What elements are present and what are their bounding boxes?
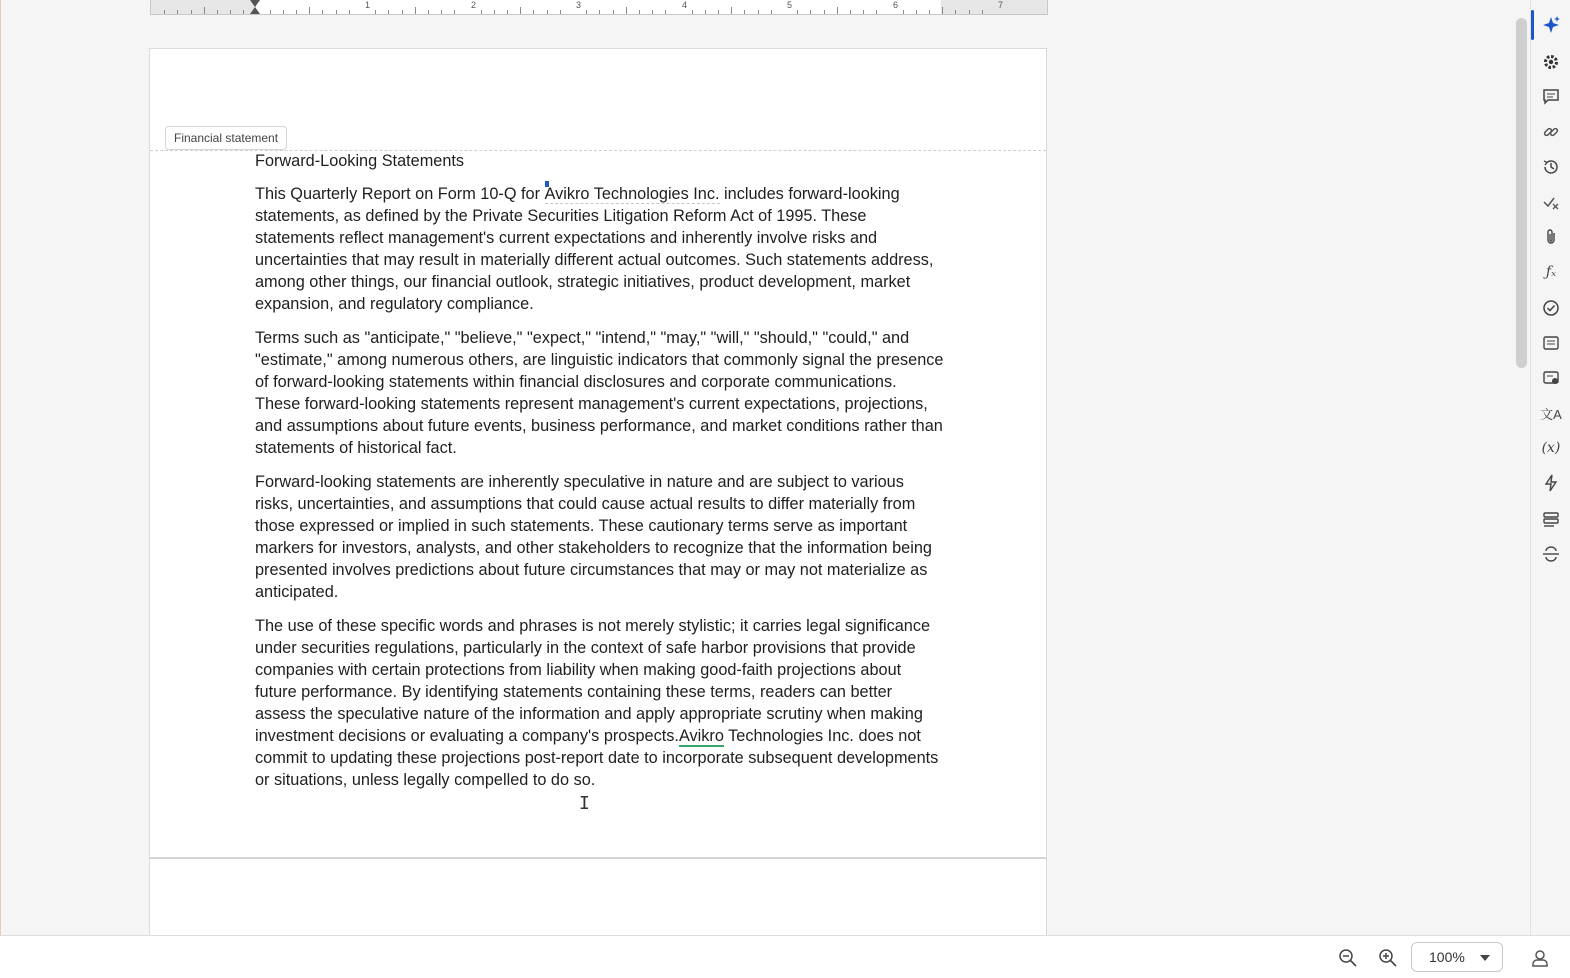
ruler-tick [520, 7, 521, 14]
translate-icon[interactable]: 文A [1540, 406, 1562, 422]
document-heading[interactable]: Forward-Looking Statements [255, 152, 465, 170]
review-icon[interactable] [1539, 366, 1563, 390]
ruler-tick [454, 10, 455, 14]
link-icon[interactable] [1539, 120, 1563, 144]
ruler-tick [428, 10, 429, 14]
ruler-tick [191, 10, 192, 14]
ruler-tick [810, 10, 811, 14]
document-body[interactable] [255, 151, 945, 803]
ruler-tick [230, 10, 231, 14]
ruler-tick [929, 10, 930, 14]
ruler-tick [441, 10, 442, 14]
zoom-value: 100% [1429, 949, 1465, 965]
section-tag[interactable]: Financial statement [165, 126, 287, 150]
chevron-down-icon [1480, 955, 1490, 961]
ruler-tick [876, 10, 877, 14]
ruler-tick [652, 10, 653, 14]
ruler-tick [349, 10, 350, 14]
ruler-tick [705, 10, 706, 14]
spellcheck-flagged-word[interactable]: Avikro [678, 727, 724, 745]
ruler-tick [204, 7, 205, 14]
ruler-tick [916, 10, 917, 14]
active-indicator [1531, 10, 1534, 40]
ruler-tick [547, 10, 548, 14]
ruler-tick [309, 7, 310, 14]
table-rows-icon[interactable] [1539, 507, 1563, 531]
window-edge [0, 0, 1, 935]
lightning-icon[interactable] [1539, 471, 1563, 495]
page-break-icon[interactable] [1539, 542, 1563, 566]
variables-icon[interactable]: (x) [1541, 440, 1561, 456]
ruler-tick [692, 10, 693, 14]
zoom-select[interactable] [1411, 942, 1503, 972]
horizontal-ruler[interactable] [150, 0, 1048, 15]
attachment-icon[interactable] [1539, 225, 1563, 249]
zoom-out-icon[interactable] [1336, 946, 1360, 970]
ruler-tick [771, 10, 772, 14]
ruler-number: 1 [365, 0, 371, 10]
ruler-number: 7 [998, 0, 1004, 10]
status-bar [0, 935, 1570, 978]
ai-sparkle-icon[interactable] [1539, 13, 1563, 37]
left-indent-handle[interactable] [250, 7, 260, 14]
history-icon[interactable] [1539, 155, 1563, 179]
ruler-tick [586, 10, 587, 14]
text-cursor-icon: I [579, 793, 590, 814]
ruler-tick [270, 10, 271, 14]
paragraph-text: The use of these specific words and phrases is not merely stylistic; it carries legal significance under securities regulations, particularly in the context of safe harbor provisions that provide companies with certain protections from liability when making good-faith projections about future performance. By identifying statements containing these terms, readers can better assess the speculative nature of the information and apply appropriate scrutiny when making investment decisions or evaluating a company's prospects. [255, 617, 931, 745]
ruler-tick [718, 10, 719, 14]
check-circle-icon[interactable] [1539, 296, 1563, 320]
ruler-number: 6 [893, 0, 899, 10]
paragraph-3[interactable]: Forward-looking statements are inherently speculative in nature and are subject to various risks, uncertainties, and assumptions that could cause actual results to differ materially from those expressed or implied in such statements. These cautionary terms serve as important markers for investors, analysts, and other stakeholders to recognize that the information being presented involves predictions about future circumstances that may or may not materialize as anticipated. [255, 473, 932, 601]
ruler-right-margin [941, 0, 1047, 14]
ruler-tick [336, 10, 337, 14]
zoom-in-icon[interactable] [1376, 946, 1400, 970]
right-sidebar [1530, 0, 1570, 935]
paragraph-2[interactable]: Terms such as "anticipate," "believe," "expect," "intend," "may," "will," "should," "could," and "estimate," among numerous others, are linguistic indicators that commonly signal the presence of forward-looking statements within financial disclosures and corporate communications. These forward-looking statements represent management's current expectations, projections, and assumptions about future events, business performance, and market conditions rather than statements of historical fact. [255, 329, 944, 457]
ruler-tick [758, 10, 759, 14]
ruler-tick [481, 10, 482, 14]
paragraph-text: This Quarterly Report on Form 10-Q for [255, 185, 545, 203]
paragraph-1[interactable] [255, 183, 945, 315]
ruler-number: 4 [682, 0, 688, 10]
ruler-tick [164, 10, 165, 14]
ruler-tick [665, 10, 666, 14]
ruler-tick [903, 10, 904, 14]
ruler-tick [744, 10, 745, 14]
ruler-tick [322, 10, 323, 14]
function-icon[interactable]: ƒₓ [1545, 264, 1557, 280]
ruler-tick [599, 10, 600, 14]
ruler-tick [942, 7, 943, 14]
ruler-tick [797, 10, 798, 14]
ruler-tick [375, 10, 376, 14]
ruler-tick [613, 10, 614, 14]
paragraph-text: includes forward-looking statements, as defined by the Private Securities Litigation Reform Act of 1995. These statements reflect management's current expectations and inherently involve risks and uncertainties that may result in materially different actual outcomes. Such statements address, among other things, our financial outlook, strategic initiatives, product development, market expansion, and regulatory compliance. [255, 185, 934, 313]
vertical-scrollbar[interactable] [1516, 18, 1527, 368]
ruler-tick [388, 10, 389, 14]
ruler-tick [217, 10, 218, 14]
ruler-tick [494, 10, 495, 14]
ruler-tick [560, 10, 561, 14]
document-page[interactable] [149, 48, 1047, 858]
ruler-tick [837, 7, 838, 14]
ruler-tick [969, 10, 970, 14]
ruler-number: 2 [471, 0, 477, 10]
ruler-tick [507, 10, 508, 14]
ruler-tick [824, 10, 825, 14]
ruler-tick [533, 10, 534, 14]
forms-icon[interactable] [1539, 331, 1563, 355]
ruler-tick [850, 10, 851, 14]
first-line-indent-handle[interactable] [250, 0, 260, 7]
ruler-tick [639, 10, 640, 14]
ruler-tick [955, 10, 956, 14]
ruler-tick [982, 10, 983, 14]
gear-icon[interactable] [1539, 50, 1563, 74]
ruler-tick [626, 7, 627, 14]
clear-format-icon[interactable] [1539, 190, 1563, 214]
comment-icon[interactable] [1539, 85, 1563, 109]
ruler-tick [177, 10, 178, 14]
ruler-tick [402, 10, 403, 14]
ruler-tick [283, 10, 284, 14]
ruler-number: 5 [787, 0, 793, 10]
paragraph-text: Technologies Inc. does not commit to updating these projections post-report date to incorporate subsequent developments or situations, unless legally compelled to do so. [255, 727, 939, 789]
ruler-tick [863, 10, 864, 14]
ruler-number: 3 [576, 0, 582, 10]
ruler-tick [731, 7, 732, 14]
company-name-variable[interactable]: Avikro Technologies Inc. [544, 185, 720, 203]
ruler-tick [415, 7, 416, 14]
ruler-tick [296, 10, 297, 14]
user-icon[interactable] [1528, 946, 1552, 970]
ruler-tick [243, 10, 244, 14]
paragraph-4[interactable] [255, 615, 945, 791]
